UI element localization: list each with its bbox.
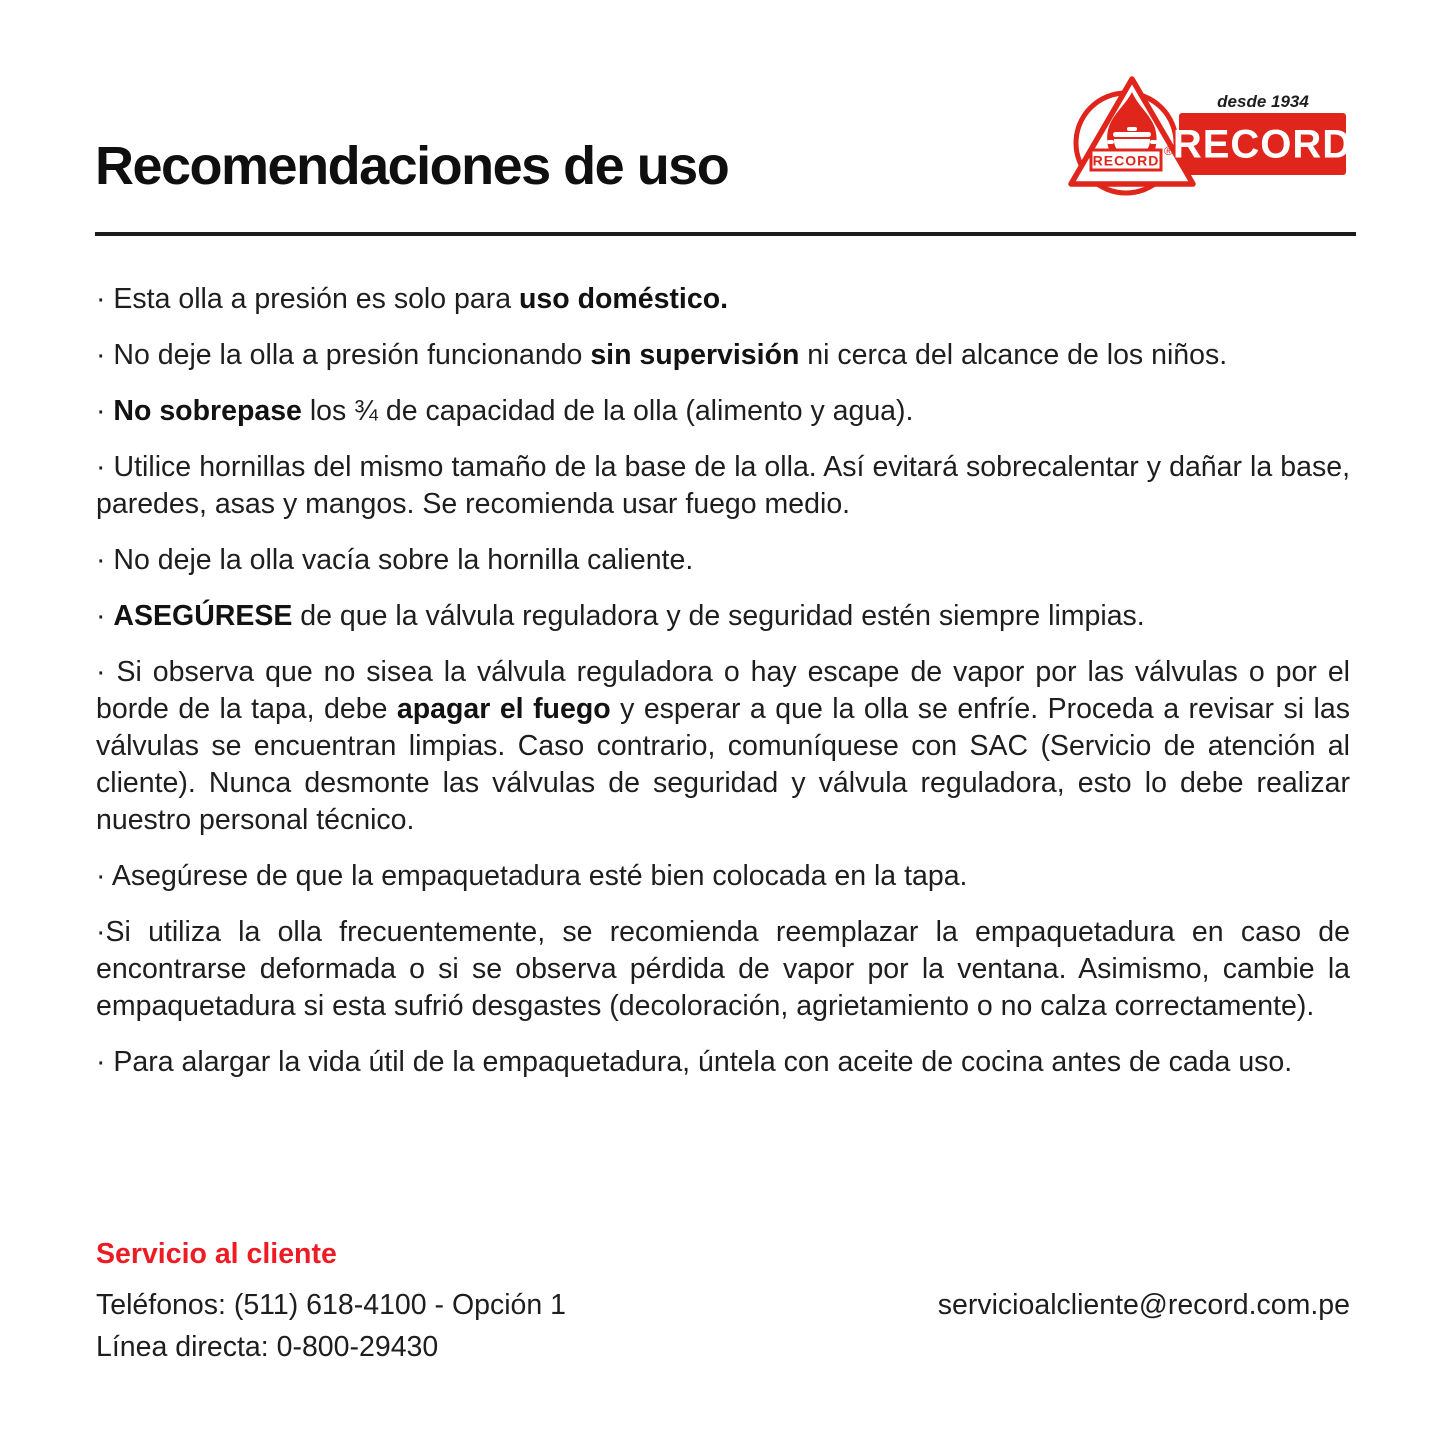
recommendation-text: de que la válvula reguladora y de seguridad estén siempre limpias. bbox=[292, 600, 1145, 632]
recommendation-item bbox=[96, 598, 1350, 635]
emblem-badge-label: RECORD bbox=[1092, 152, 1160, 169]
recommendation-item bbox=[96, 858, 1350, 895]
recommendation-text: · Asegúrese de que la empaquetadura esté bien colocada en la tapa. bbox=[96, 860, 968, 892]
recommendation-text: · Utilice hornillas del mismo tamaño de la base de la olla. Así evitará sobrecalentar y dañar la base, paredes, asas y mangos. Se recomienda usar fuego medio. bbox=[96, 451, 1350, 520]
recommendation-item bbox=[96, 337, 1350, 374]
recommendation-item bbox=[96, 393, 1350, 430]
recommendation-text: · bbox=[96, 600, 114, 632]
recommendation-emphasis: No sobrepase bbox=[113, 395, 302, 427]
logo-tagline: desde 1934 bbox=[1217, 92, 1309, 111]
recommendation-text: · No deje la olla vacía sobre la hornilla caliente. bbox=[96, 544, 694, 576]
recommendation-text: · No deje la olla a presión funcionando bbox=[96, 339, 591, 371]
recommendation-item bbox=[96, 1044, 1350, 1081]
recommendation-text: · Si observa que no sisea la válvula reguladora o hay escape de vapor por las válvulas o por el borde de la tapa, debe bbox=[96, 656, 1350, 725]
recommendation-item bbox=[96, 914, 1350, 1025]
recommendation-text: ni cerca del alcance de los niños. bbox=[799, 339, 1228, 371]
header-divider bbox=[95, 232, 1356, 236]
recommendation-item bbox=[96, 449, 1350, 523]
contact-row bbox=[96, 1289, 1350, 1322]
logo-wordmark: RECORD bbox=[1172, 122, 1353, 167]
recommendations-list bbox=[96, 281, 1350, 1100]
recommendation-item bbox=[96, 542, 1350, 579]
recommendation-text: · bbox=[96, 395, 114, 427]
registered-mark: ® bbox=[1164, 144, 1173, 158]
recommendation-item bbox=[96, 654, 1350, 839]
recommendation-text: ·Si utiliza la olla frecuentemente, se recomienda reemplazar la empaquetadura en caso de encontrarse deformada o si se observa pérdida de vapor por la ventana. Asimismo, cambie la empaquetadura si esta sufrió desgastes (decoloración, agrietamiento o no calza correctamente). bbox=[96, 916, 1350, 1022]
customer-service-heading: Servicio al cliente bbox=[96, 1238, 337, 1270]
record-logo bbox=[1064, 76, 1354, 202]
phone-numbers: Teléfonos: (511) 618-4100 - Opción 1 bbox=[96, 1289, 567, 1321]
recommendation-emphasis: sin supervisión bbox=[590, 339, 800, 371]
recommendation-item bbox=[96, 281, 1350, 318]
customer-service-email: servicioalcliente@record.com.pe bbox=[937, 1289, 1350, 1321]
recommendation-emphasis: uso doméstico. bbox=[518, 283, 729, 315]
recommendation-text: y esperar a que la olla se enfríe. Proceda a revisar si las válvulas se encuentran limpias. Caso contrario, comuníquese con SAC (Servicio de atención al cliente). Nunca desmonte las válvulas de seguridad y válvula reguladora, esto lo debe realizar nuestro personal técnico. bbox=[96, 693, 1350, 836]
recommendation-emphasis: apagar el fuego bbox=[396, 693, 611, 725]
recommendation-text: · Para alargar la vida útil de la empaquetadura, úntela con aceite de cocina antes de cada uso. bbox=[96, 1046, 1293, 1078]
page-title: Recomendaciones de uso bbox=[95, 136, 729, 197]
recommendation-emphasis: ASEGÚRESE bbox=[113, 600, 293, 632]
hotline-number: Línea directa: 0-800-29430 bbox=[96, 1331, 439, 1363]
recommendation-text: · Esta olla a presión es solo para bbox=[96, 283, 519, 315]
recommendation-text: los ¾ de capacidad de la olla (alimento y agua). bbox=[301, 395, 914, 427]
